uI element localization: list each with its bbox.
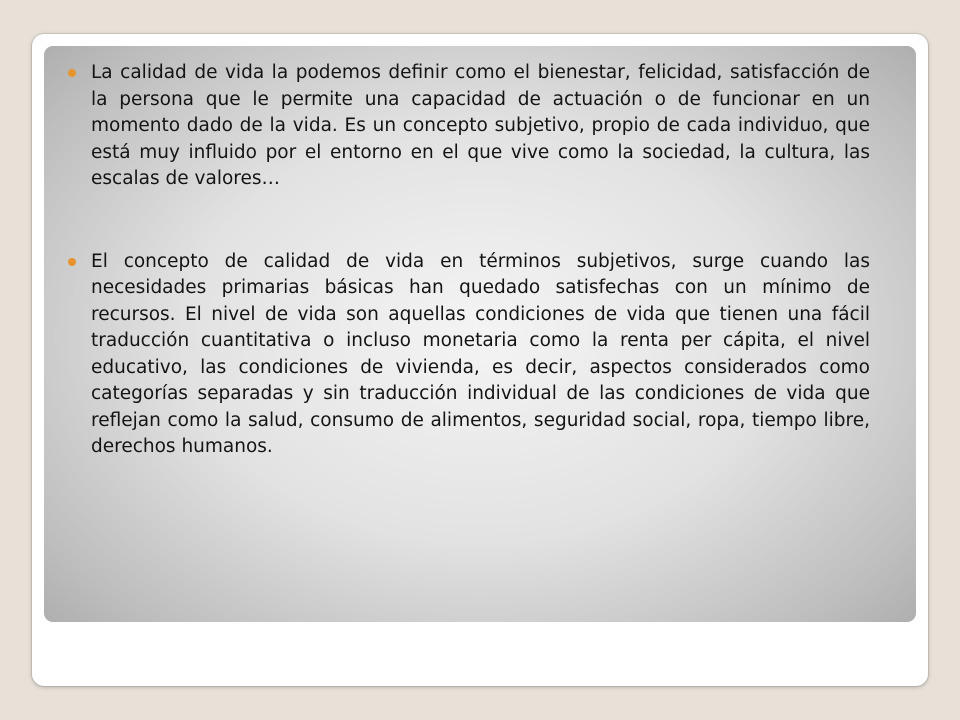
bullet-dot-icon xyxy=(68,258,76,266)
bullet-text: La calidad de vida la podemos definir como el bienestar, felicidad, satisfacción de la persona que le permite una capacidad de actuación o de funcionar en un momento dado de la vida. Es un concepto subjetivo, propio de cada individuo, que está muy influido por el entorno en el que vive como la sociedad, la cultura, las escalas de valores… xyxy=(91,62,870,189)
bullet-item-subjective-concept xyxy=(68,249,870,461)
bullet-text: El concepto de calidad de vida en términos subjetivos, surge cuando las necesidades primarias básicas han quedado satisfechas con un mínimo de recursos. El nivel de vida son aquellas condiciones de vida que tienen una fácil traducción cuantitativa o incluso monetaria como la renta per cápita, el nivel educativo, las condiciones de vivienda, es decir, aspectos considerados como categorías separadas y sin traducción individual de las condiciones de vida que reflejan como la salud, consumo de alimentos, seguridad social, ropa, tiempo libre, derechos humanos. xyxy=(91,250,870,457)
bullet-dot-icon xyxy=(68,69,76,77)
bullet-item-quality-of-life-definition xyxy=(68,60,870,193)
bullet-list xyxy=(68,60,870,461)
